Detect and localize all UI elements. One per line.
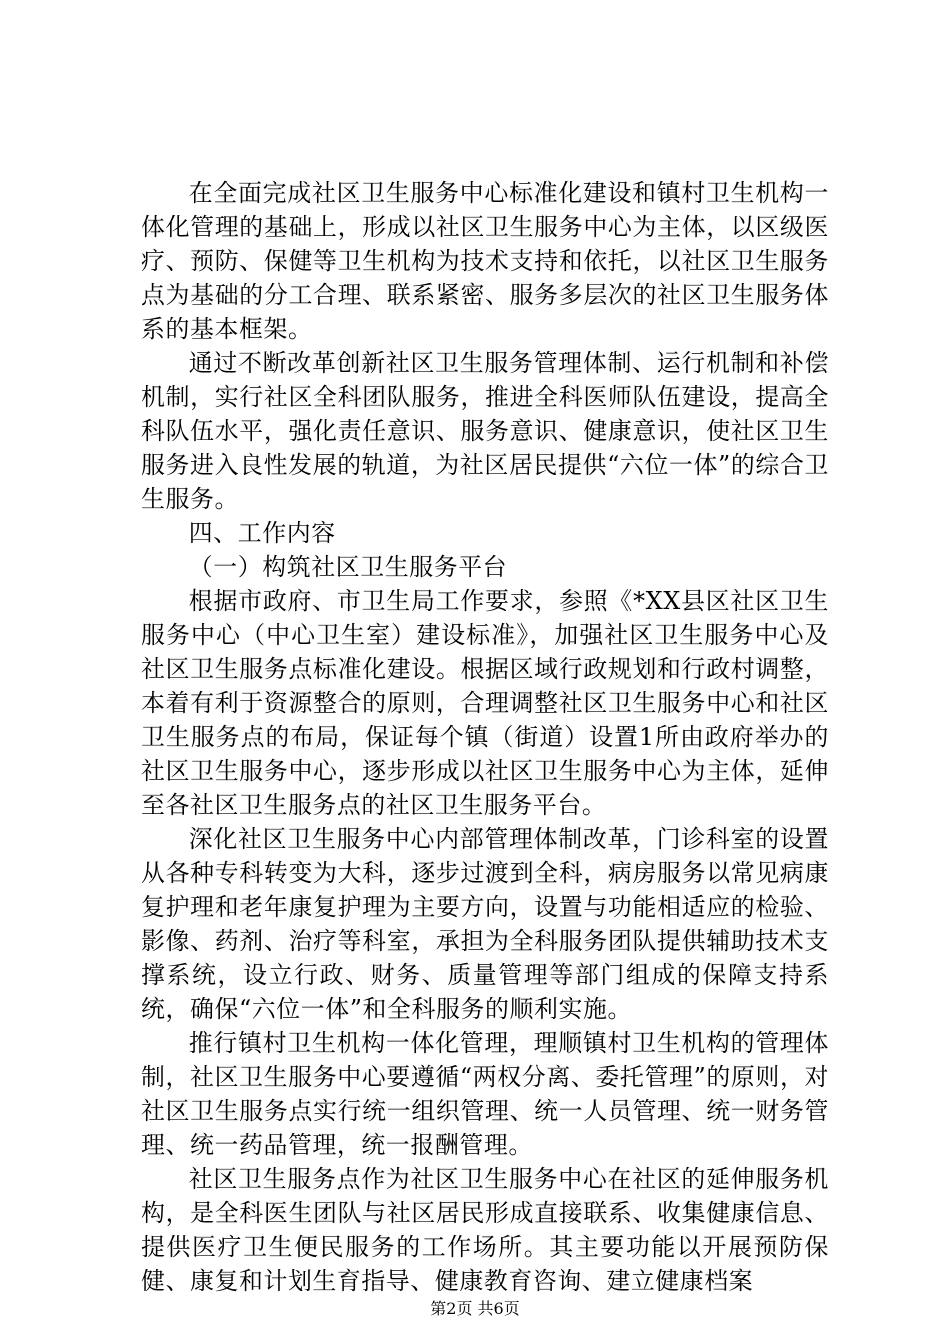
paragraph-5: 推行镇村卫生机构一体化管理，理顺镇村卫生机构的管理体制，社区卫生服务中心要遵循“两权分离、委托管理”的原则，对社区卫生服务点实行统一组织管理、统一人员管理、统一财务管理、统一药品管理，统一报酬管理。 — [141, 1029, 829, 1159]
paragraph-1: 在全面完成社区卫生服务中心标准化建设和镇村卫生机构一体化管理的基础上，形成以社区卫生服务中心为主体，以区级医疗、预防、保健等卫生机构为技术支持和依托，以社区卫生服务点为基础的分工合理、联系紧密、服务多层次的社区卫生服务体系的基本框架。 — [141, 179, 829, 343]
paragraph-6: 社区卫生服务点作为社区卫生服务中心在社区的延伸服务机构，是全科医生团队与社区居民形成直接联系、收集健康信息、提供医疗卫生便民服务的工作场所。其主要功能以开展预防保健、康复和计划生育指导、健康教育咨询、建立健康档案 — [141, 1165, 829, 1295]
document-body — [141, 176, 829, 1298]
page-number-footer: 第2页 共6页 — [430, 1299, 520, 1318]
paragraph-2: 通过不断改革创新社区卫生服务管理体制、运行机制和补偿机制，实行社区全科团队服务，推进全科医师队伍建设，提高全科队伍水平，强化责任意识、服务意识、健康意识，使社区卫生服务进入良性发展的轨道，为社区居民提供“六位一体”的综合卫生服务。 — [141, 349, 829, 513]
subsection-heading: （一）构筑社区卫生服务平台 — [188, 553, 508, 581]
paragraph-3: 根据市政府、市卫生局工作要求，参照《*XX县区社区卫生服务中心（中心卫生室）建设标准》，加强社区卫生服务中心及社区卫生服务点标准化建设。根据区域行政规划和行政村调整，本着有利于资源整合的原则，合理调整社区卫生服务中心和社区卫生服务点的布局，保证每个镇（街道）设置1所由政府举办的社区卫生服务中心，逐步形成以社区卫生服务中心为主体，延伸至各社区卫生服务点的社区卫生服务平台。 — [141, 587, 829, 819]
section-heading: 四、工作内容 — [188, 519, 336, 547]
paragraph-4: 深化社区卫生服务中心内部管理体制改革，门诊科室的设置从各种专科转变为大科，逐步过渡到全科，病房服务以常见病康复护理和老年康复护理为主要方向，设置与功能相适应的检验、影像、药剂、治疗等科室，承担为全科服务团队提供辅助技术支撑系统，设立行政、财务、质量管理等部门组成的保障支持系统，确保“六位一体”和全科服务的顺利实施。 — [141, 825, 829, 1023]
